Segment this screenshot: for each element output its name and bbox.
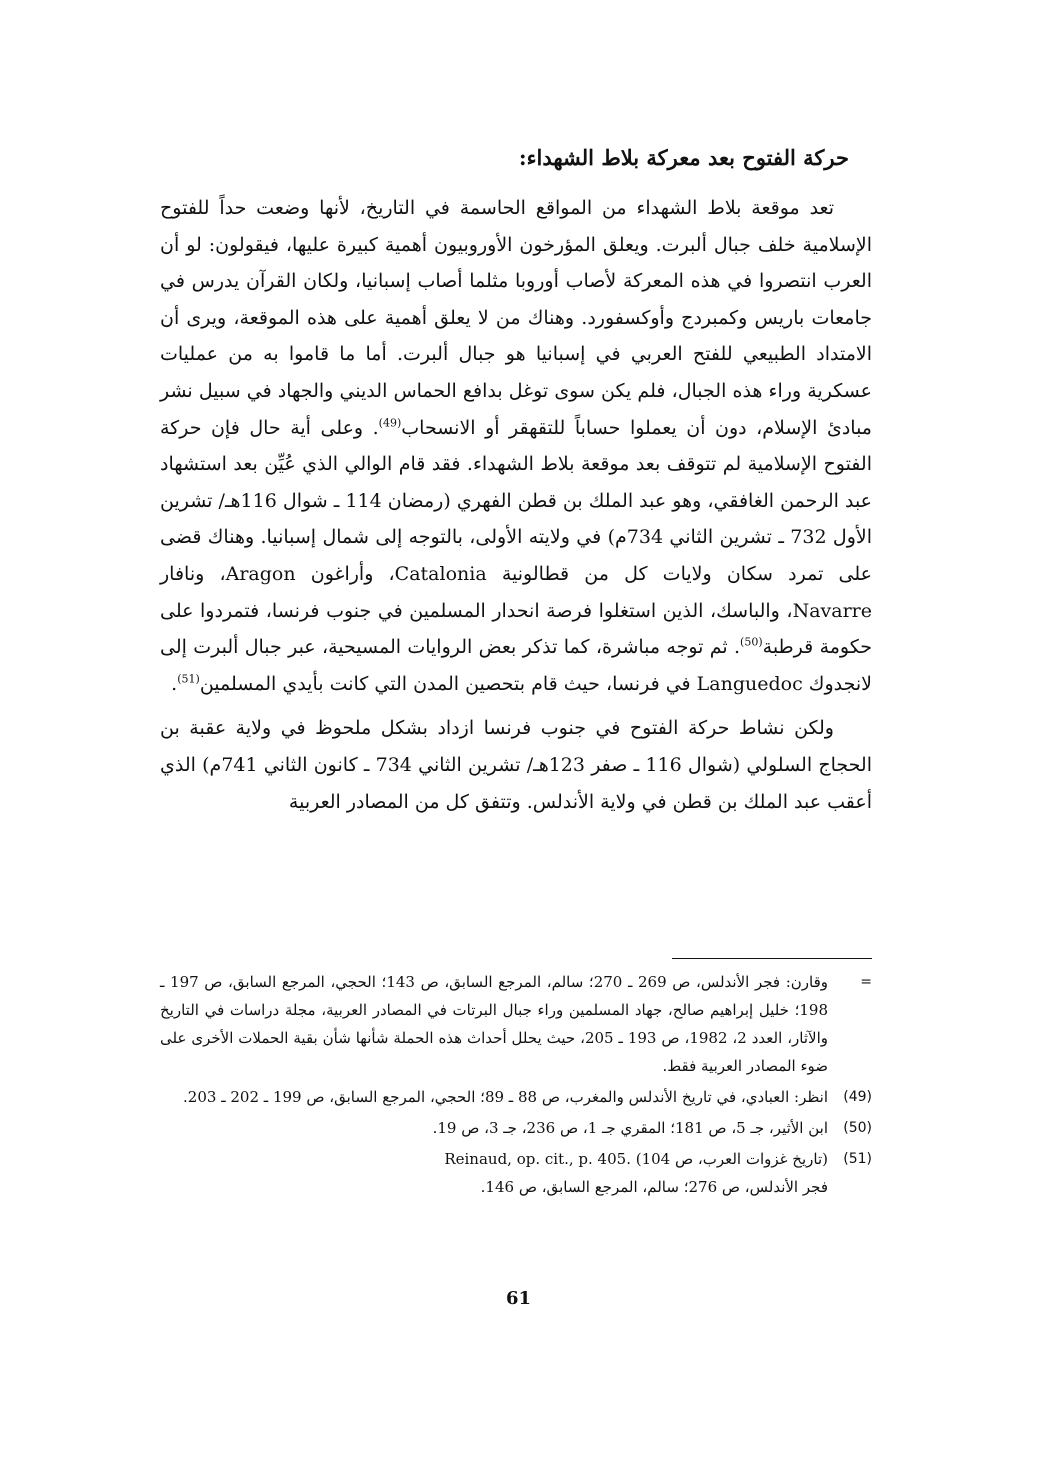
body-text xyxy=(160,190,872,820)
footnote-mark: (49) xyxy=(843,1089,872,1105)
footnote-continued xyxy=(160,968,872,1080)
footnote-text: انظر: العبادي، في تاريخ الأندلس والمغرب، ص 88 ـ 89؛ الحجي، المرجع السابق، ص 199 ـ 202 ـ 203. xyxy=(183,1088,828,1106)
paragraph-1-part-b: . وعلى أية حال فإن حركة الفتوح الإسلامية لم تتوقف بعد موقعة بلاط الشهداء. فقد قام الوالي الذي عُيِّن بعد استشهاد عبد الرحمن الغافقي، وهو عبد الملك بن قطن الفهري (رمضان 114 ـ شوال 116هـ/ تشرين الأول 732 ـ تشرين الثاني 734م) في ولايته الأولى، بالتوجه إلى شمال إسبانيا. وهناك قضى على تمرد سكان ولايات كل من قطالونية Catalonia، وأراغون Aragon، ونافار Navarre، والباسك، الذين استغلوا فرصة انحدار المسلمين في جنوب فرنسا، فتمردوا على حكومة قرطبة xyxy=(160,416,873,659)
footnotes xyxy=(160,968,872,1201)
footnote-mark: = xyxy=(860,974,872,990)
paragraph-1 xyxy=(160,190,872,702)
footnote-mark: (51) xyxy=(843,1151,872,1167)
footnote-mark: (50) xyxy=(843,1120,872,1136)
paragraph-2: ولكن نشاط حركة الفتوح في جنوب فرنسا ازداد بشكل ملحوظ في ولاية عقبة بن الحجاج السلولي (شوال 116 ـ صفر 123هـ/ تشرين الثاني 734 ـ كانون الثاني 741م) الذي أعقب عبد الملك بن قطن في ولاية الأندلس. وتتفق كل من المصادر العربية xyxy=(160,717,872,813)
footnote-text xyxy=(160,1145,828,1201)
paragraph-1-part-a: تعد موقعة بلاط الشهداء من المواقع الحاسمة في التاريخ، لأنها وضعت حداً للفتوح الإسلامية خلف جبال ألبرت. ويعلق المؤرخون الأوروبيون أهمية كبيرة عليها، فيقولون: لو أن العرب انتصروا في هذه المعركة لأصاب أوروبا مثلما أصاب إسبانيا، ولكان القرآن يدرس في جامعات باريس وكمبردج وأوكسفورد. وهناك من لا يعلق أهمية على هذه الموقعة، ويرى أن الامتداد الطبيعي للفتح العربي في إسبانيا هو جبال ألبرت. أما ما قاموا به من عمليات عسكرية وراء هذه الجبال، فلم يكن سوى توغل بدافع الحماس الديني والجهاد في سبيل نشر مبادئ الإسلام، دون أن يعملوا حساباً للتقهقر أو الانسحاب xyxy=(160,197,872,439)
footnote-text: ابن الأثير، جـ 5، ص 181؛ المقري جـ 1، ص 236، جـ 3، ص 19. xyxy=(432,1119,828,1137)
page-number: 61 xyxy=(505,1288,532,1309)
footnote-ref-49: (49) xyxy=(378,416,402,430)
footnote-49 xyxy=(160,1083,872,1111)
paragraph-1-part-c: . ثم توجه مباشرة، كما تذكر بعض الروايات المسيحية، عبر جبال ألبرت إلى لانجدوك Languedoc في فرنسا، حيث قام بتحصين المدن التي كانت بأيدي المسلمين xyxy=(160,636,872,695)
section-heading: حركة الفتوح بعد معركة بلاط الشهداء: xyxy=(518,145,849,170)
footnote-50 xyxy=(160,1114,872,1142)
footnote-text: وقارن: فجر الأندلس، ص 269 ـ 270؛ سالم، المرجع السابق، ص 143؛ الحجي، المرجع السابق، ص 197 ـ 198؛ خليل إبراهيم صالح، جهاد المسلمين وراء جبال البرتات في المصادر العربية، مجلة دراسات في التاريخ والآثار، العدد 2، 1982، ص 193 ـ 205، حيث يحلل أحداث هذه الحملة شأنها شأن بقية الحملات الأخرى على ضوء المصادر العربية فقط. xyxy=(160,973,829,1075)
paragraph-1-part-d: . xyxy=(171,672,178,695)
footnote-divider xyxy=(672,958,872,959)
footnote-ref-51: (51) xyxy=(177,672,200,686)
footnote-line: فجر الأندلس، ص 276؛ سالم، المرجع السابق، ص 146. xyxy=(480,1178,828,1196)
footnote-ref-50: (50) xyxy=(740,635,763,649)
footnote-51 xyxy=(160,1145,872,1201)
footnote-line: (تاريخ غزوات العرب، ص 104) .Reinaud, op. cit., p. 405 xyxy=(444,1150,828,1168)
